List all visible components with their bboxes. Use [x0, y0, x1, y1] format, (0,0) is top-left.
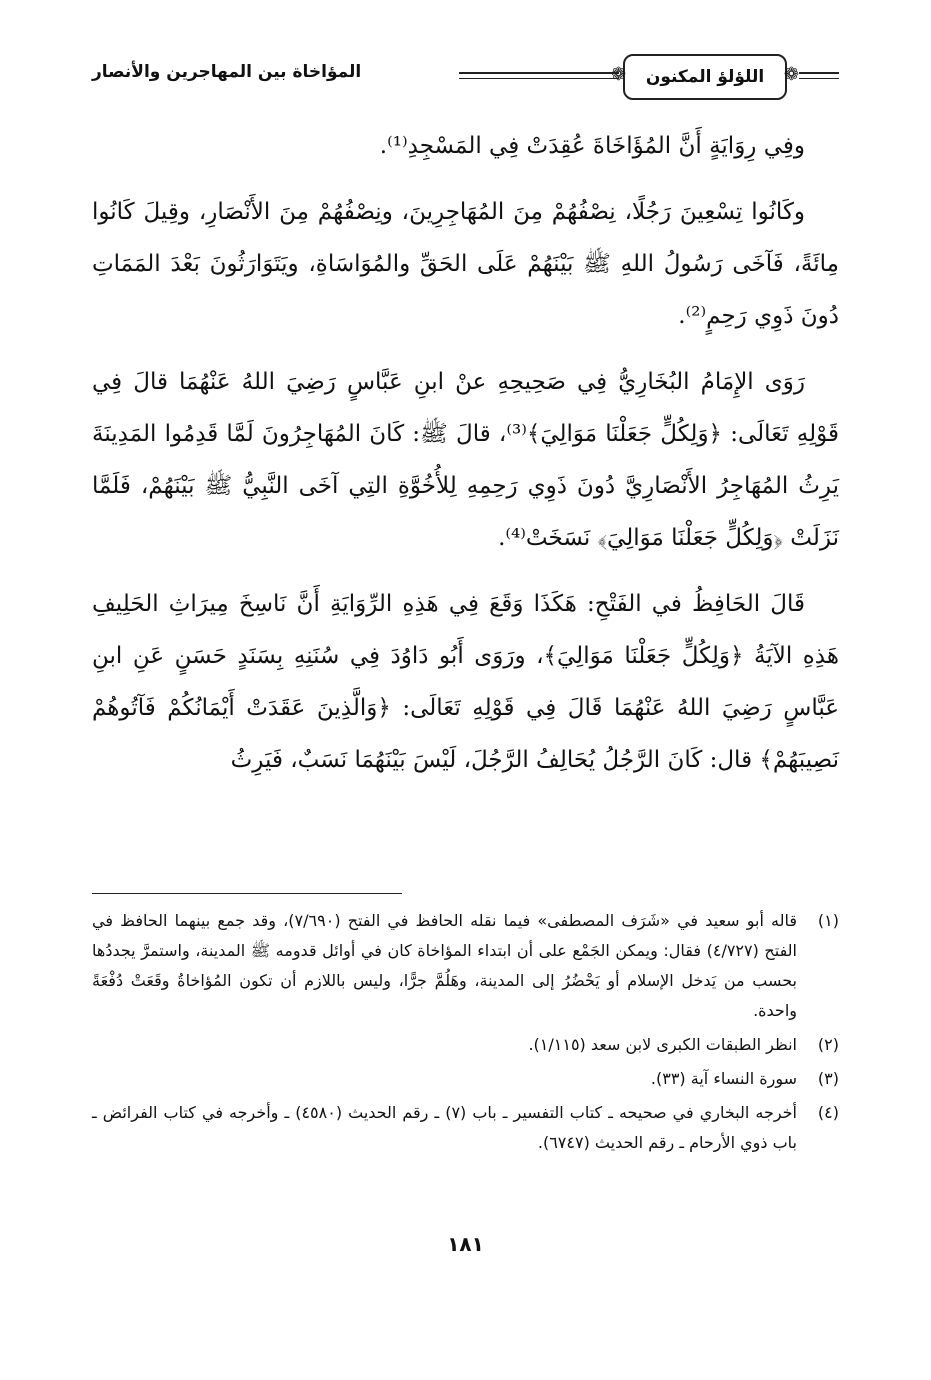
- footnote-number: (١): [817, 911, 839, 930]
- footnotes: [92, 906, 839, 1162]
- book-title: اللؤلؤ المكنون: [645, 67, 765, 87]
- ornament-icon: ❁: [611, 64, 627, 85]
- main-text: [92, 120, 839, 880]
- paragraph: وفِي رِوَايَةٍ أَنَّ المُؤَاخَاةَ عُقِدَتْ فِي المَسْجِدِ⁽¹⁾.: [379, 133, 805, 159]
- header-rule-right: [799, 72, 839, 74]
- footnote: [92, 1030, 839, 1060]
- footnote-number: (٤): [817, 1103, 839, 1122]
- footnote-text: انظر الطبقات الكبرى لابن سعد (١/١١٥).: [528, 1035, 797, 1054]
- paragraph: قَالَ الحَافِظُ في الفَتْحِ: هَكَذَا وَقَعَ فِي هَذِهِ الرِّوَايَةِ أَنَّ نَاسِخَ مِيرَاثِ الحَلِيفِ هَذِهِ الآيَةُ ﴿وَلِكُلٍّ جَعَلْنَا مَوَالِيَ﴾، ورَوَى أَبُو دَاوُدَ فِي سُنَنِهِ بِسَنَدٍ حَسَنٍ عَنِ ابنِ عَبَّاسٍ رَضِيَ اللهُ عَنْهُمَا قَالَ فِي قَوْلِهِ تَعَالَى: ﴿وَالَّذِينَ عَقَدَتْ أَيْمَانُكُمْ فَآتُوهُمْ نَصِيبَهُمْ﴾ قال: كَانَ الرَّجُلُ يُحَالِفُ الرَّجُلَ، لَيْسَ بَيْنَهُمَا نَسَبٌ، فَيَرِثُ: [92, 591, 839, 773]
- footnote-text: أخرجه البخاري في صحيحه ـ كتاب التفسير ـ باب (٧) ـ رقم الحديث (٤٥٨٠) ـ وأخرجه في كتاب الفرائض ـ باب ذوي الأرحام ـ رقم الحديث (٦٧٤٧).: [92, 1103, 797, 1152]
- page-header: [92, 48, 839, 104]
- footnote-text: قاله أبو سعيد في «شَرَف المصطفى» فيما نقله الحافظ في الفتح (٧/٦٩٠)، وقد جمع بينهما الحافظ في الفتح (٤/٧٢٧) فقال: ويمكن الجَمْع على أن ابتداء المؤاخاة كان في أوائل قدومه ﷺ المدينة، واستمرَّ يجددُها بحسب من يَدخل الإسلام أو يَحْضُرُ إلى المدينة، وهَلُمَّ جرًّا، وليس باللازم أن تكون المُؤاخاةُ وقَعَتْ دُفْعَةً واحدة.: [92, 911, 798, 1020]
- page-number: ١٨١: [447, 1232, 484, 1256]
- footnote-divider: [92, 893, 402, 894]
- footnote: [92, 906, 839, 1026]
- book-title-cartouche: [611, 54, 799, 100]
- footnote: [92, 1098, 839, 1158]
- paragraph: رَوَى الإِمَامُ البُخَارِيُّ فِي صَحِيحِهِ عنْ ابنِ عَبَّاسٍ رَضِيَ اللهُ عَنْهُمَا قالَ فِي قَوْلِهِ تَعَالَى: ﴿وَلِكُلٍّ جَعَلْنَا مَوَالِيَ﴾⁽³⁾، قالَ ﷺ: كَانَ المُهَاجِرُونَ لَمَّا قَدِمُوا المَدِينَةَ يَرِثُ المُهَاجِرُ الأَنْصَارِيَّ دُونَ ذَوِي رَحِمِهِ لِلأُخُوَّةِ التِي آخَى النَّبِيُّ ﷺ بَيْنَهُمْ، فَلَمَّا نَزَلَتْ ﴿وَلِكُلٍّ جَعَلْنَا مَوَالِيَ﴾ نَسَخَتْ⁽⁴⁾.: [92, 369, 840, 551]
- footnote: [92, 1064, 839, 1094]
- footnote-number: (٢): [817, 1035, 839, 1054]
- footnote-text: سورة النساء آية (٣٣).: [650, 1069, 797, 1088]
- footnote-number: (٣): [817, 1069, 839, 1088]
- ornament-icon: ❁: [783, 64, 799, 85]
- paragraph: وكَانُوا تِسْعِينَ رَجُلًا، نِصْفُهُمْ مِنَ المُهَاجِرِينَ، ونِصْفُهُمْ مِنَ الأَنْصَارِ، وقِيلَ كَانُوا مِائَةً، فَآخَى رَسُولُ اللهِ ﷺ بَيْنَهُمْ عَلَى الحَقِّ والمُوَاسَاةِ، ويَتَوَارَثُونَ بَعْدَ المَمَاتِ دُونَ ذَوِي رَحِمٍ⁽²⁾.: [92, 199, 839, 329]
- chapter-title: المؤاخاة بين المهاجرين والأنصار: [92, 62, 362, 82]
- header-rule-middle: [459, 72, 619, 74]
